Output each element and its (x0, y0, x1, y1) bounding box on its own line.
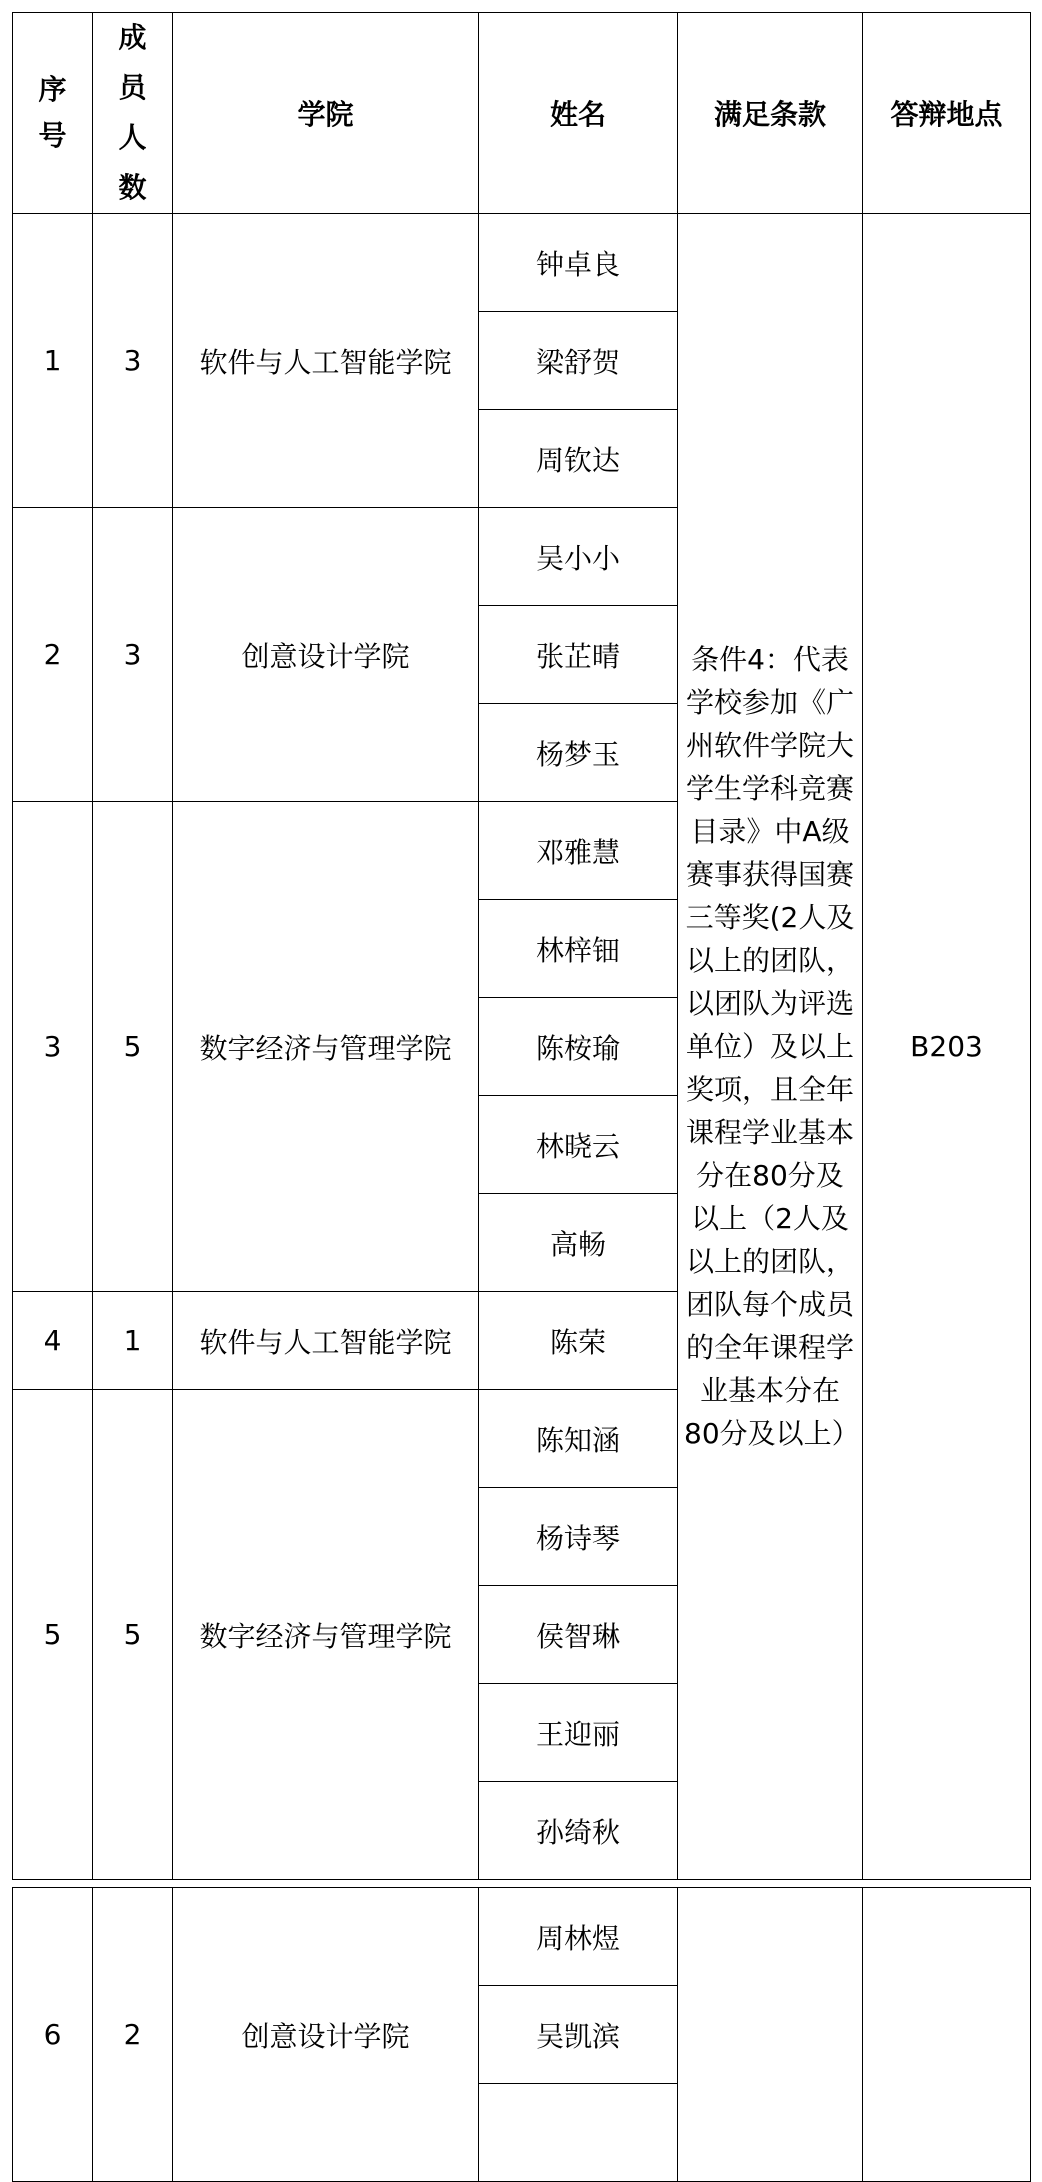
location-cell: B203 (863, 214, 1031, 1880)
name-cell: 杨诗琴 (479, 1488, 678, 1586)
header-location: 答辩地点 (863, 13, 1031, 214)
clause-cell: 条件4：代表学校参加《广州软件学院大学生学科竞赛目录》中A级赛事获得国赛三等奖(2人及以上的团队，以团队为评选单位）及以上奖项，且全年课程学业基本分在80分及以上（2人及以上的团队，团队每个成员的全年课程学业基本分在80分及以上） (678, 214, 863, 1880)
award-table-continued (12, 1887, 1031, 2182)
header-college: 学院 (173, 13, 479, 214)
name-cell: 陈桉瑜 (479, 998, 678, 1096)
name-cell (479, 2084, 678, 2182)
award-table (12, 12, 1031, 1880)
name-cell: 侯智琳 (479, 1586, 678, 1684)
college-cell: 软件与人工智能学院 (173, 1292, 479, 1390)
name-cell: 杨梦玉 (479, 704, 678, 802)
count-cell: 1 (93, 1292, 173, 1390)
name-cell: 王迎丽 (479, 1684, 678, 1782)
name-cell: 孙绮秋 (479, 1782, 678, 1880)
count-cell: 5 (93, 802, 173, 1292)
name-cell: 邓雅慧 (479, 802, 678, 900)
header-members: 成 员 人 数 (93, 13, 173, 214)
seq-cell: 3 (13, 802, 93, 1292)
seq-cell: 2 (13, 508, 93, 802)
college-cell: 数字经济与管理学院 (173, 802, 479, 1292)
count-cell: 2 (93, 1888, 173, 2182)
name-cell: 林晓云 (479, 1096, 678, 1194)
name-cell: 吴小小 (479, 508, 678, 606)
table-row (13, 1888, 1031, 1986)
college-cell: 软件与人工智能学院 (173, 214, 479, 508)
header-name: 姓名 (479, 13, 678, 214)
name-cell: 周林煜 (479, 1888, 678, 1986)
name-cell: 林梓钿 (479, 900, 678, 998)
college-cell: 创意设计学院 (173, 1888, 479, 2182)
seq-cell: 5 (13, 1390, 93, 1880)
name-cell: 周钦达 (479, 410, 678, 508)
name-cell: 梁舒贺 (479, 312, 678, 410)
count-cell: 3 (93, 508, 173, 802)
name-cell: 陈知涵 (479, 1390, 678, 1488)
count-cell: 5 (93, 1390, 173, 1880)
header-seq: 序 号 (13, 13, 93, 214)
college-cell: 数字经济与管理学院 (173, 1390, 479, 1880)
location-cell-continued (863, 1888, 1031, 2182)
seq-cell: 4 (13, 1292, 93, 1390)
table-row (13, 214, 1031, 312)
seq-cell: 6 (13, 1888, 93, 2182)
seq-cell: 1 (13, 214, 93, 508)
name-cell: 高畅 (479, 1194, 678, 1292)
name-cell: 吴凯滨 (479, 1986, 678, 2084)
name-cell: 张芷晴 (479, 606, 678, 704)
header-clause: 满足条款 (678, 13, 863, 214)
name-cell: 钟卓良 (479, 214, 678, 312)
name-cell: 陈荣 (479, 1292, 678, 1390)
count-cell: 3 (93, 214, 173, 508)
clause-cell-continued (678, 1888, 863, 2182)
header-row (13, 13, 1031, 214)
college-cell: 创意设计学院 (173, 508, 479, 802)
